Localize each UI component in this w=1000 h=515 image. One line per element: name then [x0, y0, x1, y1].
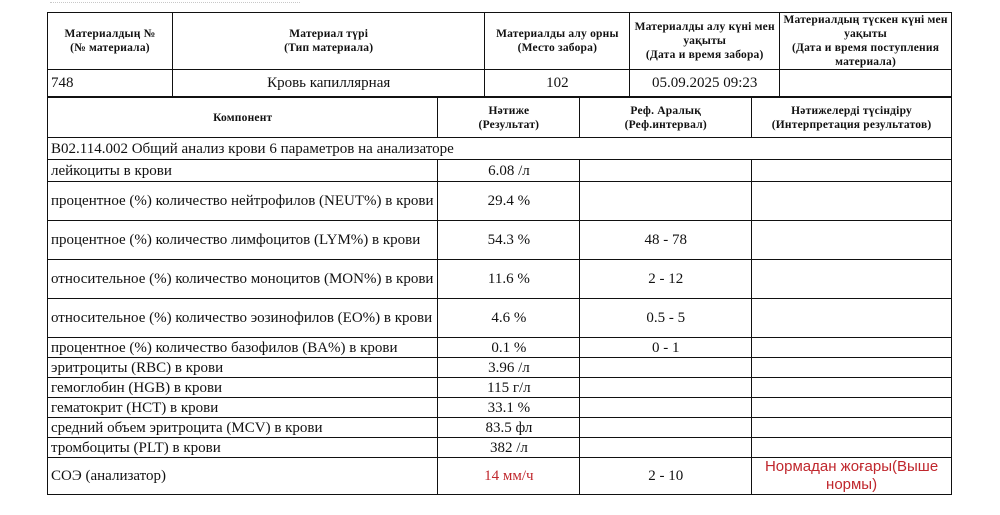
- header-collection-place: Материалды алу орны (Место забора): [485, 13, 630, 70]
- result-value: 54.3 %: [438, 221, 580, 260]
- reference-interval: [580, 418, 752, 438]
- results-table: [47, 97, 952, 495]
- interpretation: [752, 182, 952, 221]
- interpretation: [752, 338, 952, 358]
- result-value: 115 г/л: [438, 378, 580, 398]
- table-row: [48, 418, 952, 438]
- component-name: гемоглобин (HGB) в крови: [48, 378, 438, 398]
- reference-interval: [580, 182, 752, 221]
- reference-interval: [580, 378, 752, 398]
- reference-interval: 0.5 - 5: [580, 299, 752, 338]
- table-row: [48, 260, 952, 299]
- result-value: 4.6 %: [438, 299, 580, 338]
- reference-interval: 0 - 1: [580, 338, 752, 358]
- reference-interval: [580, 438, 752, 458]
- section-title: B02.114.002 Общий анализ крови 6 параметров на анализаторе: [48, 138, 952, 160]
- table-row: [48, 398, 952, 418]
- interpretation: [752, 358, 952, 378]
- component-name: относительное (%) количество моноцитов (MON%) в крови: [48, 260, 438, 299]
- collection-datetime: 05.09.2025 09:23: [630, 70, 780, 97]
- header-material-type: Материал түрі (Тип материала): [172, 13, 485, 70]
- cropped-top-text: [50, 0, 300, 3]
- material-table: [47, 12, 952, 97]
- header-interpretation: Нәтижелерді түсіндіру (Интерпретация результатов): [752, 98, 952, 138]
- table-row: [48, 358, 952, 378]
- result-value: 83.5 фл: [438, 418, 580, 438]
- interpretation: [752, 398, 952, 418]
- table-row: [48, 378, 952, 398]
- interpretation: [752, 260, 952, 299]
- interpretation: [752, 418, 952, 438]
- interpretation-above-normal: Нормадан жоғары(Выше нормы): [752, 458, 952, 495]
- material-type: Кровь капиллярная: [172, 70, 485, 97]
- result-value: 29.4 %: [438, 182, 580, 221]
- reference-interval: [580, 358, 752, 378]
- component-name: тромбоциты (PLT) в крови: [48, 438, 438, 458]
- interpretation: [752, 299, 952, 338]
- header-received-datetime: Материалдың түскен күні мен уақыты (Дата и время поступления материала): [780, 13, 952, 70]
- material-number: 748: [48, 70, 173, 97]
- results-header-row: [48, 98, 952, 138]
- result-value: 33.1 %: [438, 398, 580, 418]
- component-name: средний объем эритроцита (MCV) в крови: [48, 418, 438, 438]
- table-row: [48, 182, 952, 221]
- component-name: гематокрит (HCT) в крови: [48, 398, 438, 418]
- component-name: эритроциты (RBC) в крови: [48, 358, 438, 378]
- interpretation: [752, 160, 952, 182]
- reference-interval: 2 - 12: [580, 260, 752, 299]
- result-value: 3.96 /л: [438, 358, 580, 378]
- component-name: относительное (%) количество эозинофилов (EO%) в крови: [48, 299, 438, 338]
- header-reference-interval: Реф. Аралық (Реф.интервал): [580, 98, 752, 138]
- component-name: процентное (%) количество лимфоцитов (LYM%) в крови: [48, 221, 438, 260]
- collection-place: 102: [485, 70, 630, 97]
- table-row: [48, 438, 952, 458]
- component-name: СОЭ (анализатор): [48, 458, 438, 495]
- interpretation: [752, 221, 952, 260]
- result-value: 11.6 %: [438, 260, 580, 299]
- reference-interval: [580, 398, 752, 418]
- section-title-row: [48, 138, 952, 160]
- header-result: Нәтиже (Результат): [438, 98, 580, 138]
- reference-interval: 48 - 78: [580, 221, 752, 260]
- table-row: [48, 221, 952, 260]
- result-value: 0.1 %: [438, 338, 580, 358]
- reference-interval: [580, 160, 752, 182]
- header-collection-datetime: Материалды алу күні мен уақыты (Дата и время забора): [630, 13, 780, 70]
- component-name: процентное (%) количество базофилов (BA%) в крови: [48, 338, 438, 358]
- component-name: лейкоциты в крови: [48, 160, 438, 182]
- interpretation: [752, 438, 952, 458]
- table-row: [48, 160, 952, 182]
- result-value: 382 /л: [438, 438, 580, 458]
- reference-interval: 2 - 10: [580, 458, 752, 495]
- table-row: [48, 338, 952, 358]
- component-name: процентное (%) количество нейтрофилов (NEUT%) в крови: [48, 182, 438, 221]
- header-component: Компонент: [48, 98, 438, 138]
- result-value: 6.08 /л: [438, 160, 580, 182]
- result-value-abnormal: 14 мм/ч: [438, 458, 580, 495]
- material-header-row: [48, 13, 952, 70]
- table-row: [48, 299, 952, 338]
- table-row-abnormal: [48, 458, 952, 495]
- material-data-row: [48, 70, 952, 97]
- received-datetime: [780, 70, 952, 97]
- interpretation: [752, 378, 952, 398]
- header-material-number: Материалдың № (№ материала): [48, 13, 173, 70]
